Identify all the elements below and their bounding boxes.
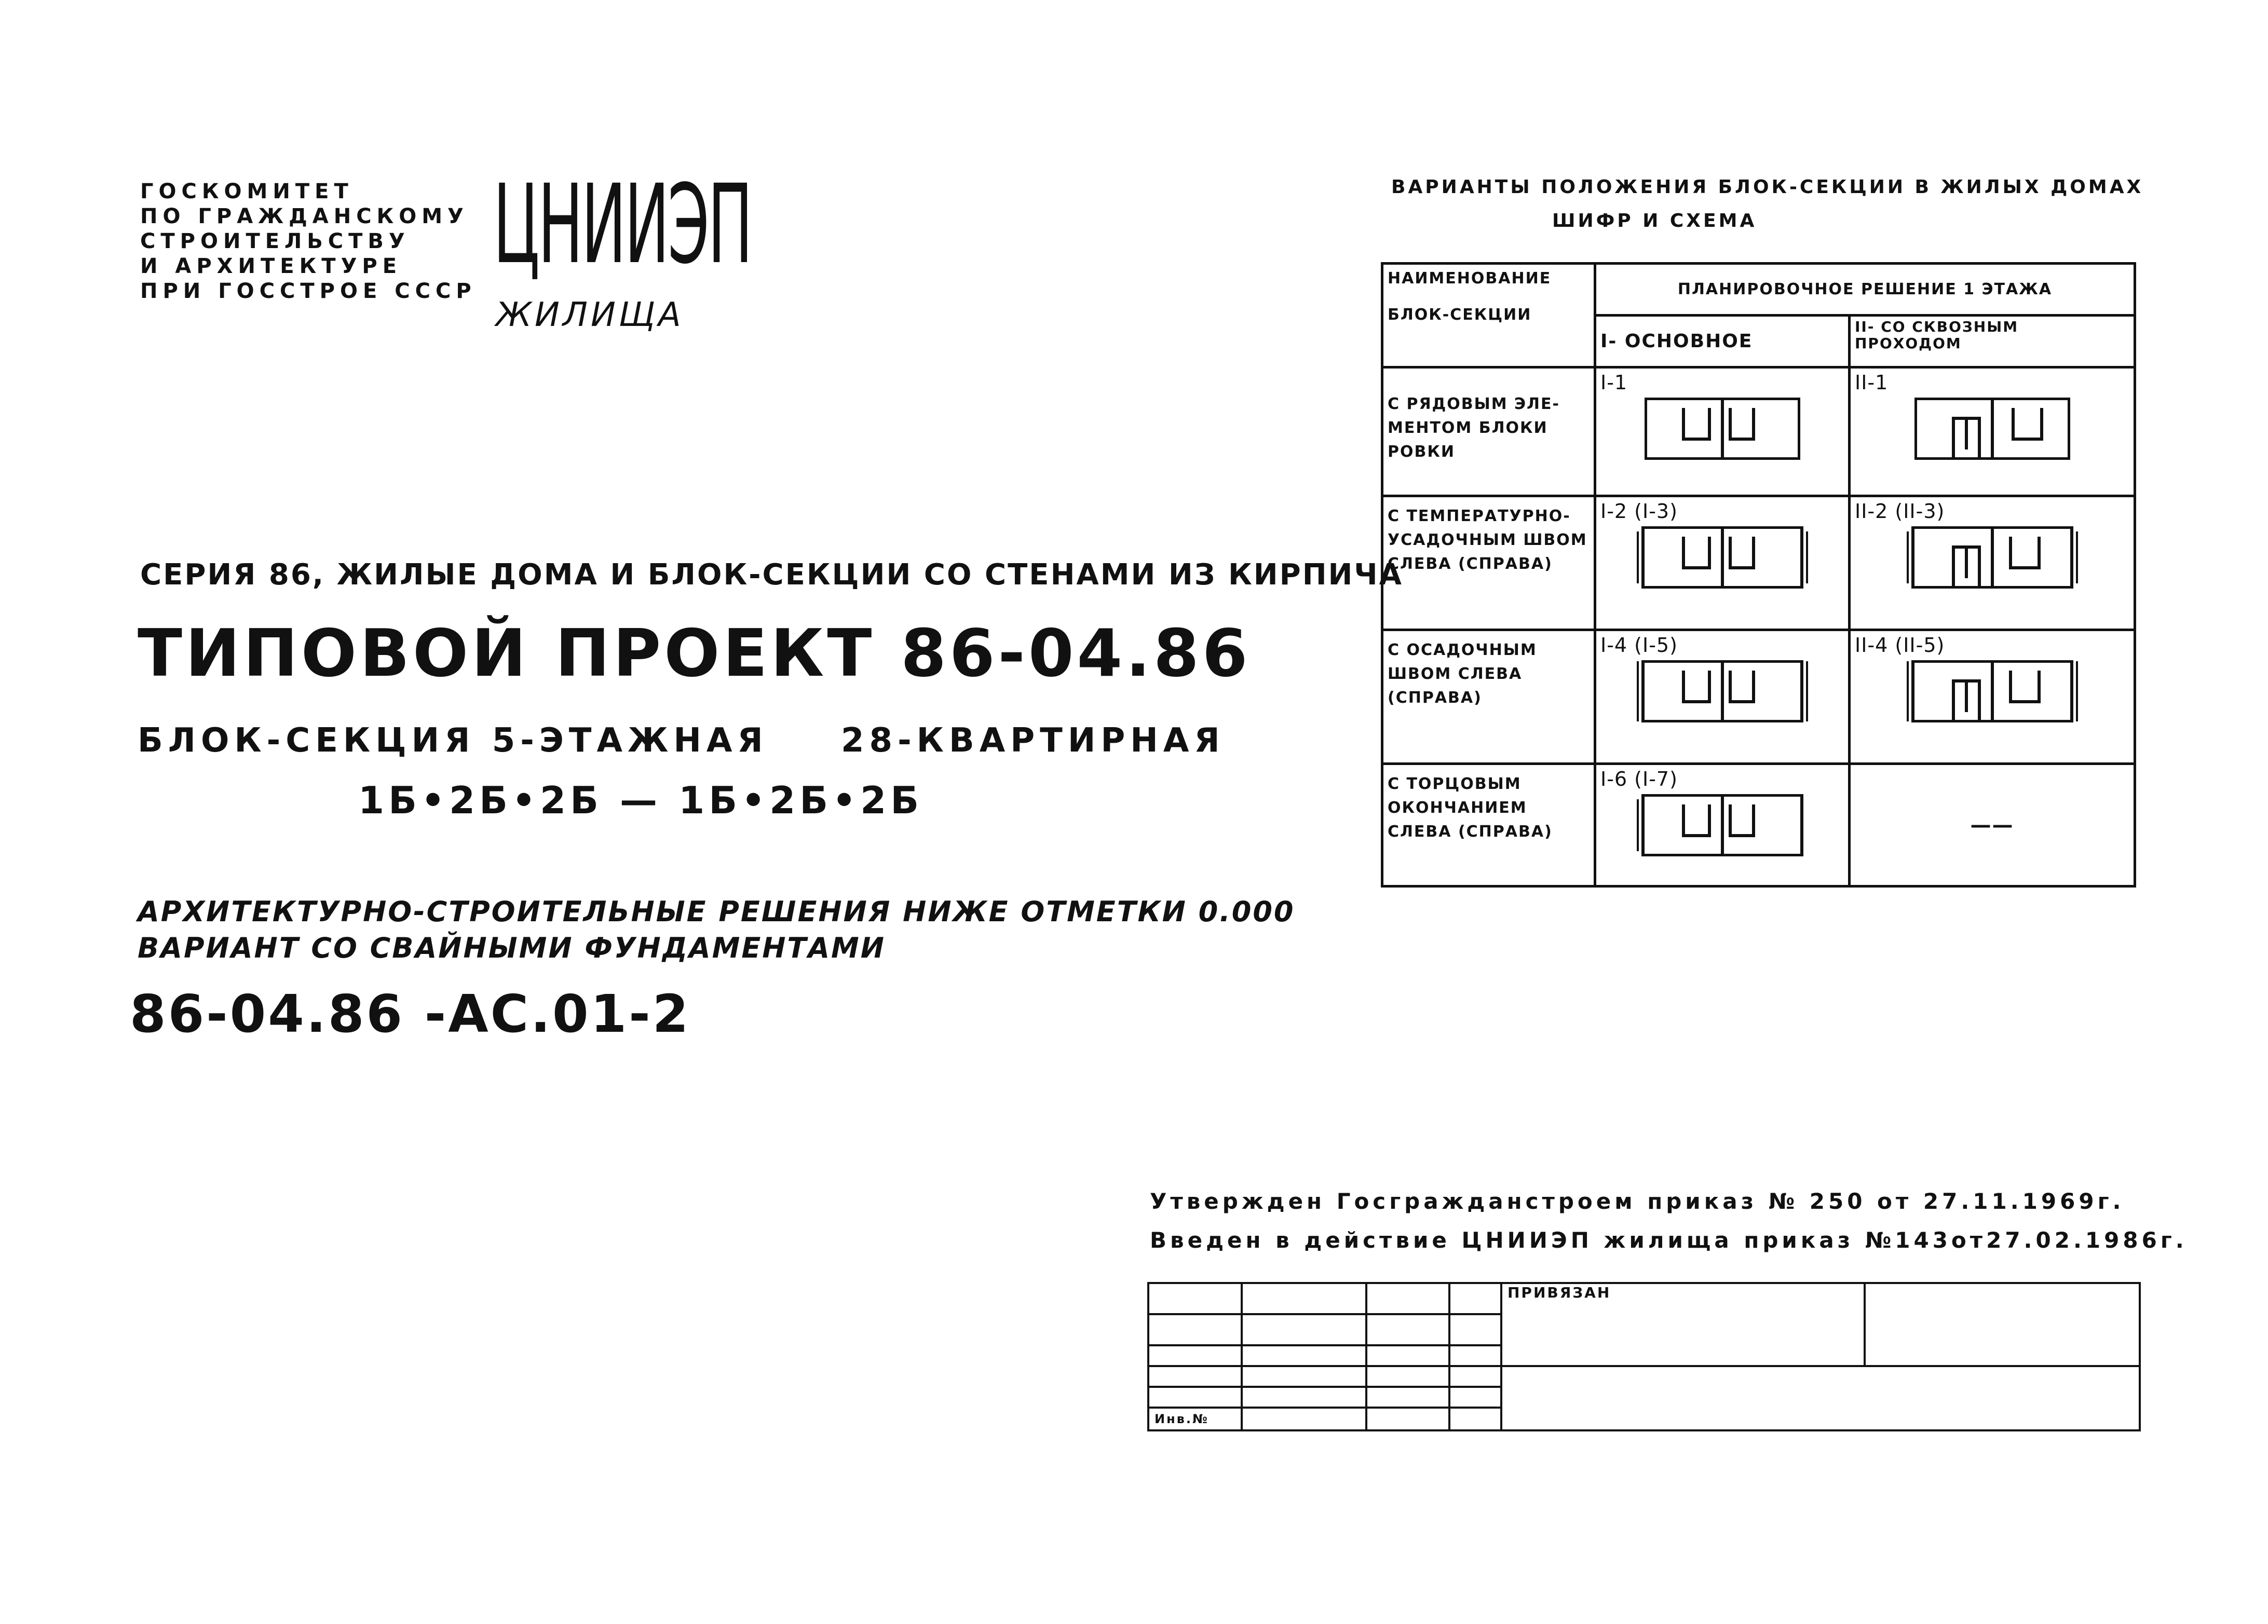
- series-line: СЕРИЯ 86, ЖИЛЫЕ ДОМА И БЛОК-СЕКЦИИ СО СТЕНАМИ ИЗ КИРПИЧА: [140, 558, 1404, 592]
- scheme-cell: [1850, 496, 2135, 630]
- section-apartments: 28-КВАРТИРНАЯ: [841, 721, 1225, 760]
- section-floors: БЛОК-СЕКЦИЯ 5-ЭТАЖНАЯ: [138, 721, 768, 760]
- block-scheme-icon: [1645, 398, 1800, 460]
- scheme-cell: [1850, 367, 2135, 496]
- empty-variant: ——: [1850, 764, 2135, 886]
- org-line: СТРОИТЕЛЬСТВУ: [140, 229, 410, 253]
- apartment-formula: 1Б•2Б•2Б — 1Б•2Б•2Б: [358, 779, 924, 822]
- row-name: С ТЕМПЕРАТУРНО-УСАДОЧНЫМ ШВОМ СЛЕВА (СПРАВА): [1382, 496, 1595, 630]
- variant-code: II-1: [1855, 371, 1889, 394]
- block-scheme-icon: [1907, 660, 2078, 722]
- approval-line: Утвержден Госгражданстроем приказ № 250 от 27.11.1969г.: [1150, 1189, 2125, 1214]
- institute-logo: ЦНИИЭП: [493, 161, 752, 288]
- header-name-1: НАИМЕНОВАНИЕ: [1388, 269, 1552, 288]
- scheme-cell: [1595, 367, 1850, 496]
- block-scheme-icon: [1914, 398, 2070, 460]
- header-plan-cell: ПЛАНИРОВОЧНОЕ РЕШЕНИЕ 1 ЭТАЖА: [1595, 264, 2135, 316]
- attached-cell: ПРИВЯЗАН: [1501, 1283, 1865, 1366]
- variant-code: I-4 (I-5): [1600, 634, 1678, 657]
- variant-code: I-1: [1600, 371, 1628, 394]
- header-name-2: БЛОК-СЕКЦИИ: [1388, 306, 1532, 324]
- header-name-cell: [1382, 264, 1595, 367]
- row-name: С ОСАДОЧНЫМ ШВОМ СЛЕВА (СПРАВА): [1382, 630, 1595, 764]
- block-scheme-icon: [1637, 526, 1808, 589]
- variant-code: II-4 (II-5): [1855, 634, 1945, 657]
- org-line: ГОСКОМИТЕТ: [140, 180, 354, 203]
- header-col2: II- СО СКВОЗНЫМ ПРОХОДОМ: [1850, 316, 2135, 367]
- enactment-line: Введен в действие ЦНИИЭП жилища приказ №143от27.02.1986г.: [1150, 1227, 2188, 1253]
- header-col1: I- ОСНОВНОЕ: [1595, 316, 1850, 367]
- variant-code: I-2 (I-3): [1600, 500, 1678, 523]
- row-name: С ТОРЦОВЫМ ОКОНЧАНИЕМ СЛЕВА (СПРАВА): [1382, 764, 1595, 886]
- variant-code: II-2 (II-3): [1855, 500, 1945, 523]
- scheme-cell: [1595, 496, 1850, 630]
- scheme-cell: [1595, 764, 1850, 886]
- variants-title: ВАРИАНТЫ ПОЛОЖЕНИЯ БЛОК-СЕКЦИИ В ЖИЛЫХ ДОМАХ: [1391, 176, 2144, 198]
- variant-code: I-6 (I-7): [1600, 768, 1678, 790]
- inventory-number-label: Инв.№: [1148, 1408, 1242, 1430]
- org-line: ПРИ ГОССТРОЕ СССР: [140, 279, 477, 303]
- project-title: ТИПОВОЙ ПРОЕКТ 86-04.86: [138, 615, 1251, 691]
- block-scheme-icon: [1637, 794, 1808, 856]
- document-code: 86-04.86 -АС.01-2: [130, 984, 691, 1044]
- stamp-table: [1147, 1282, 2141, 1431]
- scheme-cell: [1850, 630, 2135, 764]
- block-scheme-icon: [1637, 660, 1808, 722]
- scheme-cell: [1595, 630, 1850, 764]
- org-line: И АРХИТЕКТУРЕ: [140, 254, 402, 278]
- variants-subtitle: ШИФР И СХЕМА: [1552, 210, 1757, 231]
- block-scheme-icon: [1907, 526, 2078, 589]
- variants-table: [1381, 262, 2136, 888]
- arch-solutions-line: АРХИТЕКТУРНО-СТРОИТЕЛЬНЫЕ РЕШЕНИЯ НИЖЕ ОТМЕТКИ 0.000: [138, 895, 1295, 928]
- foundation-variant-line: ВАРИАНТ СО СВАЙНЫМИ ФУНДАМЕНТАМИ: [138, 932, 886, 964]
- row-name: С РЯДОВЫМ ЭЛЕ-МЕНТОМ БЛОКИ РОВКИ: [1382, 367, 1595, 496]
- institute-logo-sub: ЖИЛИЩА: [496, 296, 684, 334]
- org-block: [140, 179, 477, 304]
- org-line: ПО ГРАЖДАНСКОМУ: [140, 204, 469, 228]
